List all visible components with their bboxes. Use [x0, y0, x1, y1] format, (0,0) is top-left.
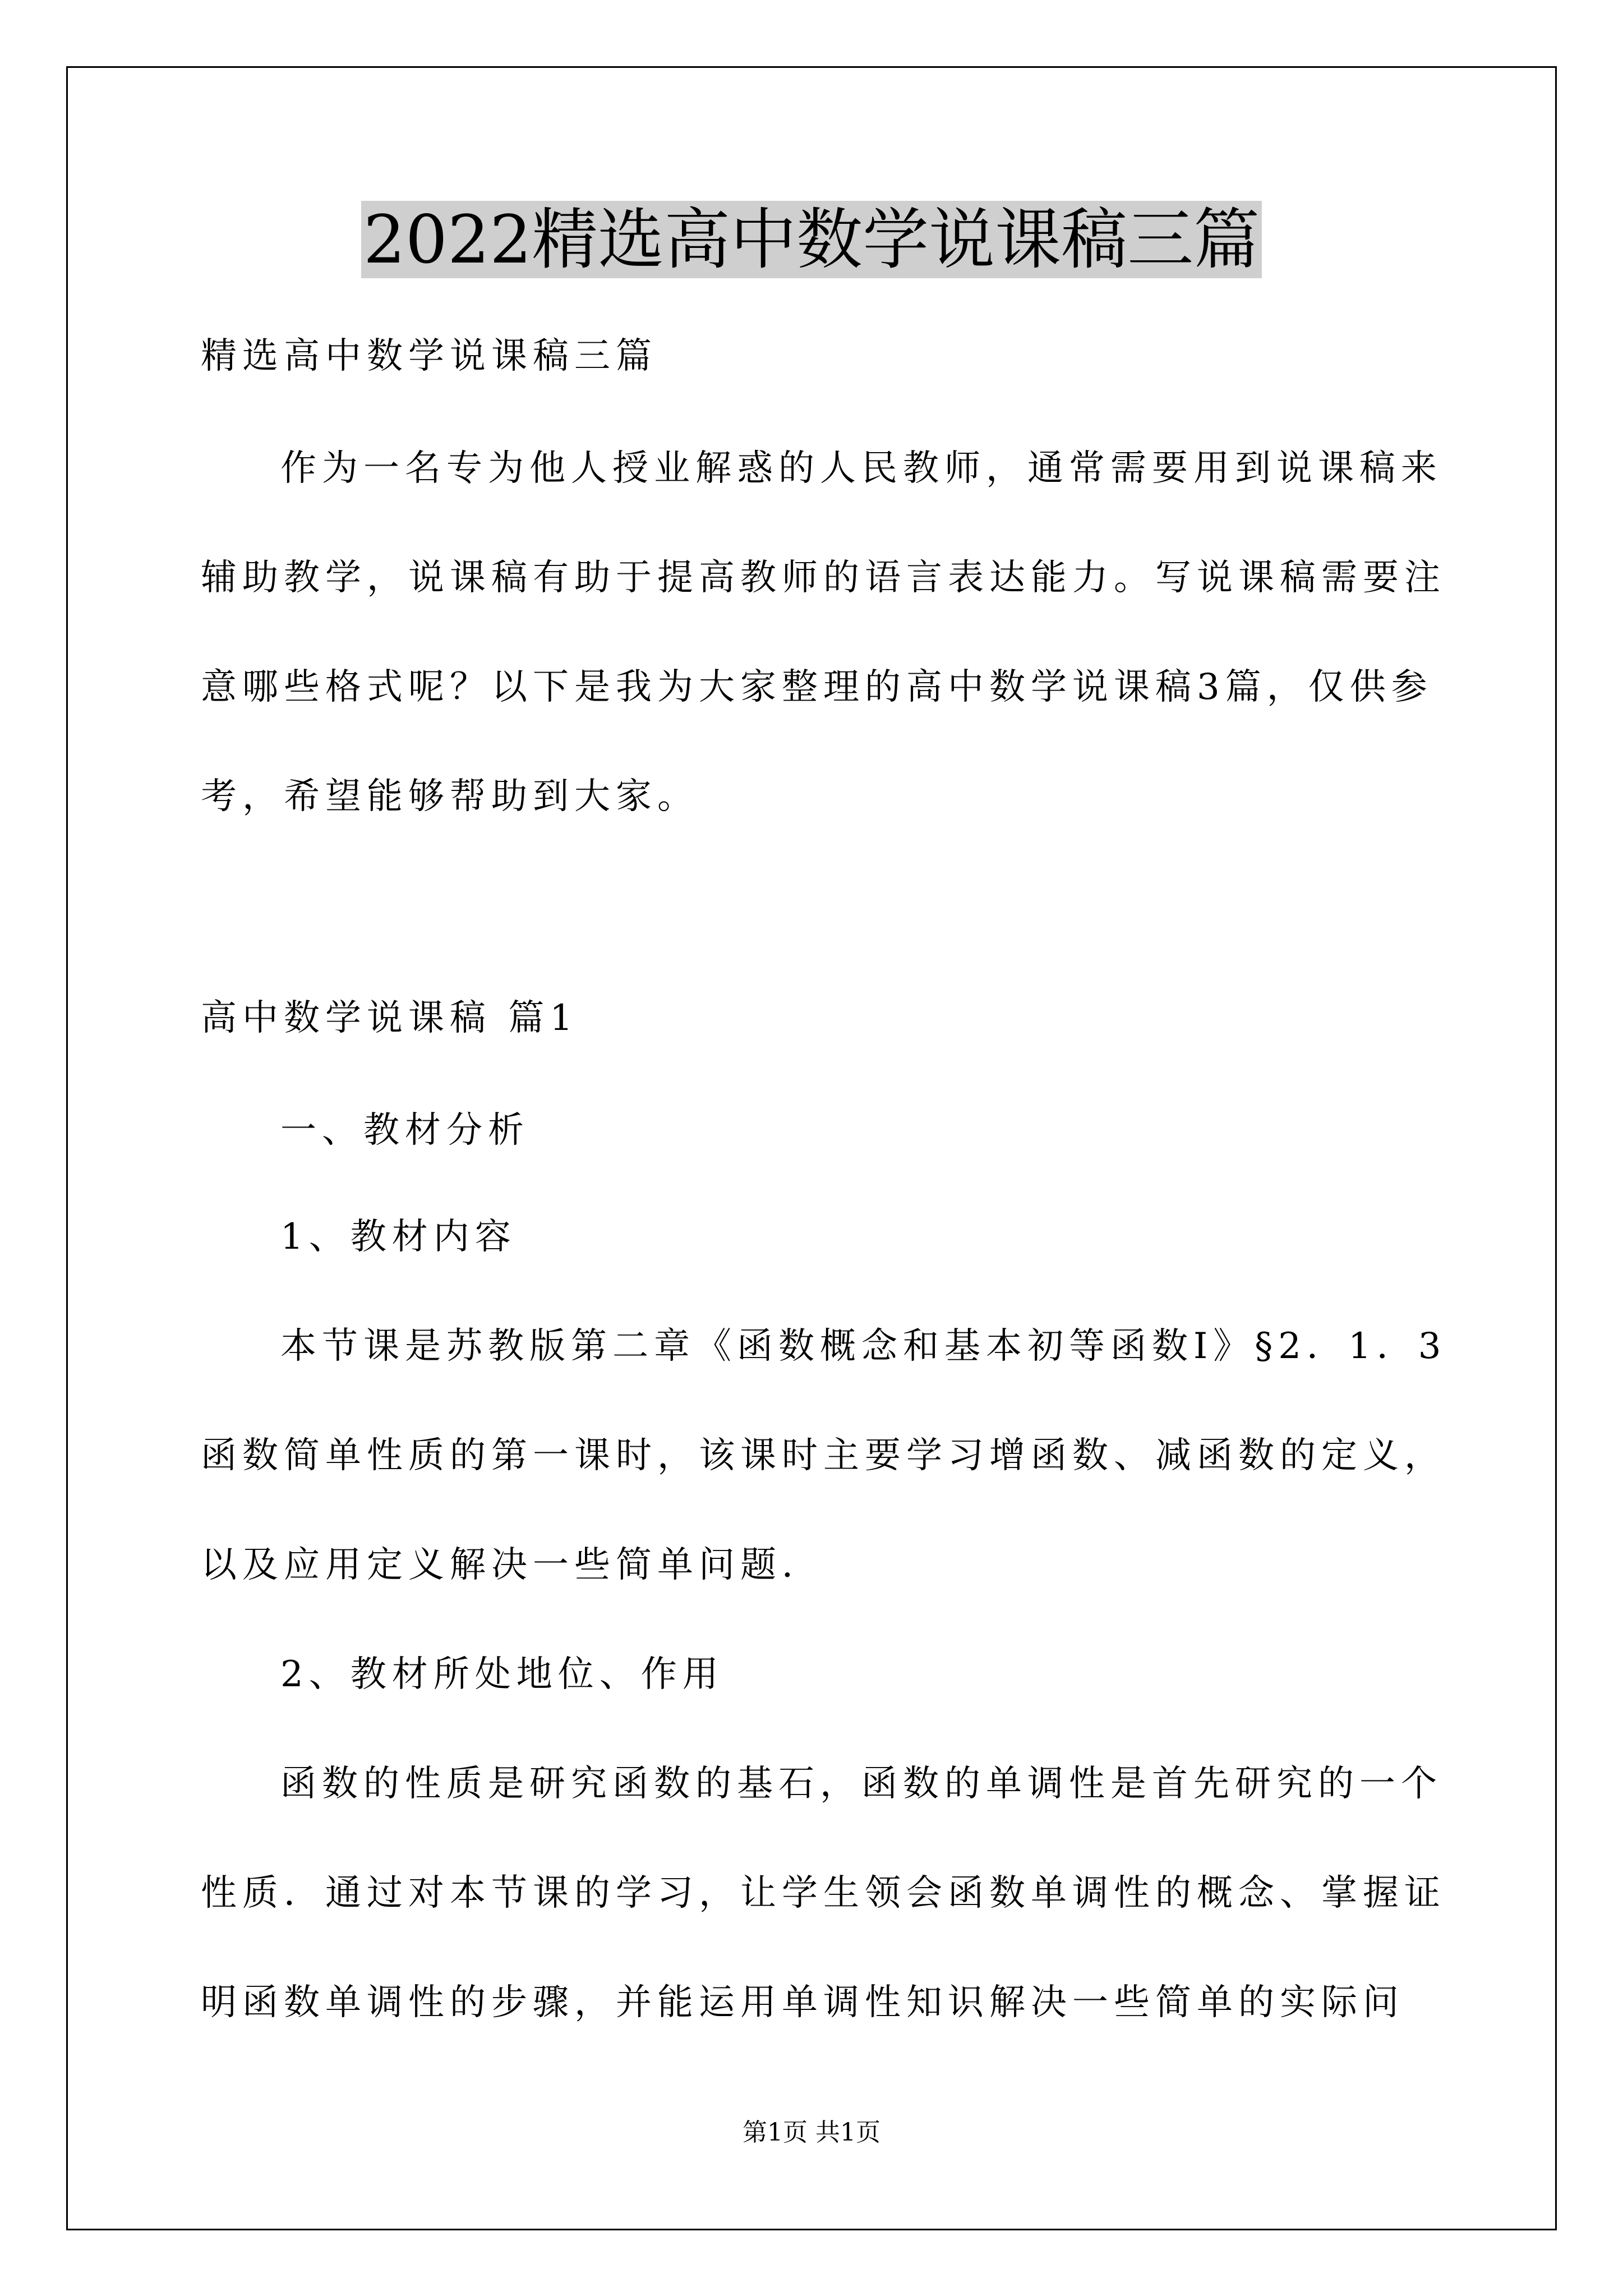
paragraph-line: 考，希望能够帮助到大家。	[201, 776, 699, 817]
subsection-heading: 2、教材所处地位、作用	[280, 1654, 724, 1695]
paragraph-line: 明函数单调性的步骤，并能运用单调性知识解决一些简单的实际问	[201, 1982, 1404, 2023]
subsection-heading: 一、教材分析	[280, 1110, 529, 1151]
paragraph-line: 本节课是苏教版第二章《函数概念和基本初等函数Ⅰ》§2．1．3	[280, 1326, 1447, 1367]
paragraph-line: 意哪些格式呢？以下是我为大家整理的高中数学说课稿3篇，仅供参	[201, 666, 1433, 708]
subsection-heading: 1、教材内容	[280, 1216, 517, 1258]
paragraph-line: 辅助教学，说课稿有助于提高教师的语言表达能力。写说课稿需要注	[201, 557, 1446, 599]
section-heading: 高中数学说课稿 篇1	[201, 997, 579, 1039]
paragraph-line: 函数的性质是研究函数的基石，函数的单调性是首先研究的一个	[280, 1763, 1442, 1805]
paragraph-line: 函数简单性质的第一课时，该课时主要学习增函数、减函数的定义，	[201, 1435, 1446, 1476]
page-footer: 第1页 共1页	[743, 2118, 880, 2147]
document-title-text: 2022精选高中数学说课稿三篇	[361, 201, 1262, 278]
paragraph-line: 以及应用定义解决一些简单问题．	[201, 1544, 823, 1586]
paragraph-line: 作为一名专为他人授业解惑的人民教师，通常需要用到说课稿来	[280, 448, 1442, 489]
subtitle-line: 精选高中数学说课稿三篇	[201, 335, 657, 377]
paragraph-line: 性质．通过对本节课的学习，让学生领会函数单调性的概念、掌握证	[201, 1872, 1446, 1914]
document-title	[0, 197, 1623, 282]
